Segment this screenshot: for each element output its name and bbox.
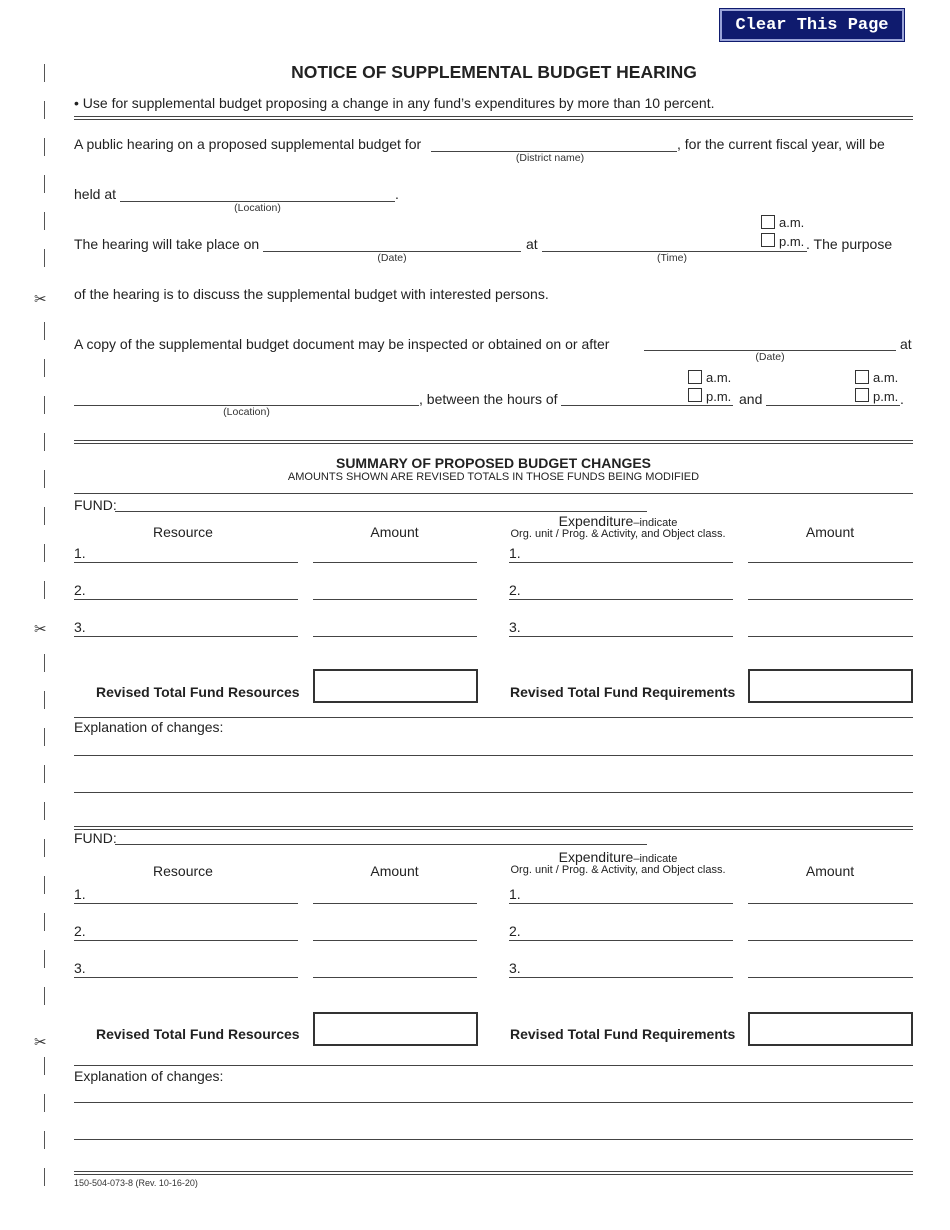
am-label: a.m. [779,215,805,230]
pm-label: p.m. [706,389,732,404]
row-number: 1. [74,545,86,561]
row-number: 2. [509,923,521,939]
amount-header: Amount [805,524,855,540]
expenditure-subheader: Org. unit / Prog. & Activity, and Object class. [510,528,726,540]
resource-amount-field-3[interactable] [313,636,477,637]
total-requirements-field[interactable] [748,1012,913,1046]
row-number: 3. [74,960,86,976]
resource-amount-field-2[interactable] [313,940,477,941]
resource-amount-field-3[interactable] [313,977,477,978]
expenditure-amount-field-3[interactable] [748,636,913,637]
notice-line3-start: The hearing will take place on [74,236,260,252]
page-title: NOTICE OF SUPPLEMENTAL BUDGET HEARING [291,62,697,82]
row-number: 2. [509,582,521,598]
from-am-checkbox[interactable] [688,370,702,384]
expenditure-field-1[interactable] [509,903,733,904]
row-number: 3. [509,960,521,976]
pm-label: p.m. [873,389,899,404]
expenditure-field-3[interactable] [509,977,733,978]
instruction-bullet: • Use for supplemental budget proposing a change in any fund’s expenditures by more than 10 percent. [74,95,715,111]
divider [74,717,913,718]
notice-line5-end: at [900,336,912,352]
resource-amount-field-1[interactable] [313,562,477,563]
resource-amount-field-2[interactable] [313,599,477,600]
total-requirements-label: Revised Total Fund Requirements [510,1026,736,1042]
row-number: 3. [509,619,521,635]
to-hour-field[interactable] [766,405,900,406]
divider [74,826,913,830]
expenditure-amount-field-2[interactable] [748,940,913,941]
from-hour-field[interactable] [561,405,733,406]
fund-label: FUND: [74,497,117,513]
to-pm-checkbox[interactable] [855,388,869,402]
row-number: 3. [74,619,86,635]
total-requirements-field[interactable] [748,669,913,703]
district-name-label: (District name) [515,152,585,164]
location-label: (Location) [234,202,281,214]
resource-header: Resource [153,524,213,540]
scissors-icon: ✂ [34,291,47,308]
divider [74,116,913,120]
expenditure-amount-field-3[interactable] [748,977,913,978]
resource-field-3[interactable] [74,977,298,978]
amount-header: Amount [805,863,855,879]
resource-field-2[interactable] [74,940,298,941]
date-label: (Date) [377,252,407,264]
expenditure-amount-field-1[interactable] [748,903,913,904]
total-resources-label: Revised Total Fund Resources [96,1026,300,1042]
resource-field-1[interactable] [74,562,298,563]
row-number: 1. [509,886,521,902]
expenditure-field-1[interactable] [509,562,733,563]
time-label: (Time) [657,252,687,264]
resource-field-1[interactable] [74,903,298,904]
explanation-line-1[interactable] [74,1102,913,1103]
notice-line5-start: A copy of the supplemental budget document may be inspected or obtained on or after [74,336,610,352]
scissors-icon: ✂ [34,1034,47,1051]
expenditure-header: Expenditure–indicate [558,513,678,529]
expenditure-field-3[interactable] [509,636,733,637]
total-requirements-label: Revised Total Fund Requirements [510,684,736,700]
notice-line6-end: . [900,391,904,407]
location-label: (Location) [223,406,270,418]
resource-amount-field-1[interactable] [313,903,477,904]
resource-field-3[interactable] [74,636,298,637]
expenditure-field-2[interactable] [509,599,733,600]
expenditure-amount-field-2[interactable] [748,599,913,600]
summary-title: SUMMARY OF PROPOSED BUDGET CHANGES [335,455,652,471]
total-resources-field[interactable] [313,1012,478,1046]
notice-line4: of the hearing is to discuss the supplemental budget with interested persons. [74,286,549,302]
total-resources-field[interactable] [313,669,478,703]
am-label: a.m. [706,370,732,385]
notice-line2-start: held at [74,186,117,202]
explanation-line-1[interactable] [74,755,913,756]
explanation-line-2[interactable] [74,792,913,793]
notice-line1-start: A public hearing on a proposed supplemental budget for [74,136,422,152]
hearing-am-checkbox[interactable] [761,215,775,229]
form-number: 150-504-073-8 (Rev. 10-16-20) [74,1178,198,1188]
explanation-line-2[interactable] [74,1139,913,1140]
notice-line2-end: . [395,186,399,202]
from-pm-checkbox[interactable] [688,388,702,402]
expenditure-amount-field-1[interactable] [748,562,913,563]
total-resources-label: Revised Total Fund Resources [96,684,300,700]
and-label: and [739,391,763,407]
fund-name-field[interactable] [115,511,647,512]
amount-header: Amount [370,863,419,879]
divider [74,1171,913,1175]
notice-line6-start: , between the hours of [419,391,558,407]
to-am-checkbox[interactable] [855,370,869,384]
notice-line1-end: , for the current fiscal year, will be [677,136,885,152]
divider [74,440,913,444]
fund-label: FUND: [74,830,117,846]
explanation-label: Explanation of changes: [74,719,224,735]
row-number: 1. [74,886,86,902]
hearing-pm-checkbox[interactable] [761,233,775,247]
row-number: 1. [509,545,521,561]
explanation-label: Explanation of changes: [74,1068,224,1084]
row-number: 2. [74,923,86,939]
amount-header: Amount [370,524,419,540]
clear-page-button[interactable]: Clear This Page [720,9,904,41]
resource-header: Resource [153,863,213,879]
scissors-icon: ✂ [34,621,47,638]
am-label: a.m. [873,370,899,385]
expenditure-header: Expenditure–indicate [558,849,678,865]
divider [74,493,913,494]
resource-field-2[interactable] [74,599,298,600]
expenditure-field-2[interactable] [509,940,733,941]
notice-line3-end: . The purpose [806,236,893,252]
row-number: 2. [74,582,86,598]
date-label: (Date) [755,351,785,363]
at-label: at [526,236,538,252]
summary-subtitle: AMOUNTS SHOWN ARE REVISED TOTALS IN THOSE FUNDS BEING MODIFIED [287,471,700,483]
expenditure-subheader: Org. unit / Prog. & Activity, and Object class. [510,864,726,876]
pm-label: p.m. [779,234,805,249]
divider [74,1065,913,1066]
fund-name-field[interactable] [115,844,647,845]
